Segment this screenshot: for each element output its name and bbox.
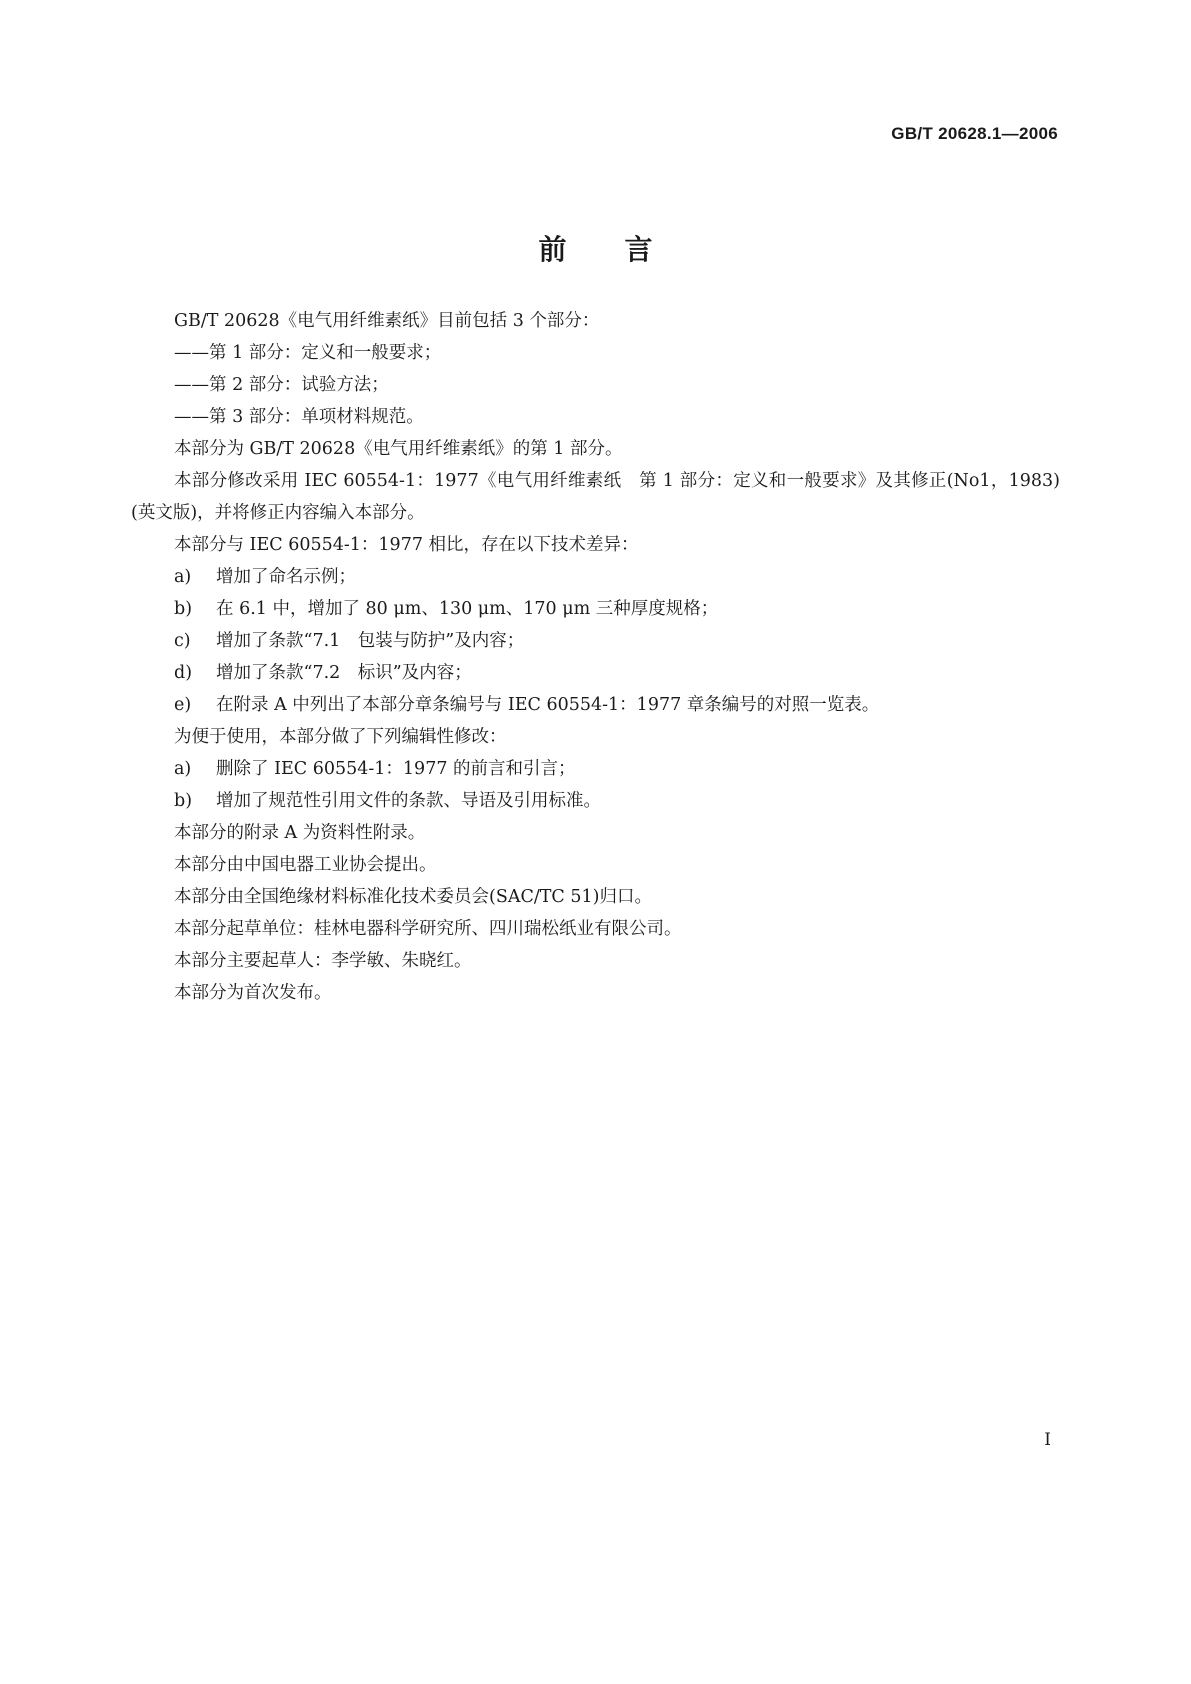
item-marker: b) (174, 791, 193, 811)
difference-item (131, 689, 1060, 721)
editorial-item (131, 753, 1060, 785)
paragraph: 本部分由中国电器工业协会提出。 (174, 855, 437, 875)
item-text: 在 6.1 中，增加了 80 μm、130 μm、170 μm 三种厚度规格； (216, 599, 719, 619)
paragraph: 本部分起草单位：桂林电器科学研究所、四川瑞松纸业有限公司。 (174, 919, 682, 939)
paragraph: 为便于使用，本部分做了下列编辑性修改： (174, 727, 507, 747)
item-marker: b) (174, 599, 193, 619)
item-text: 增加了条款“7.1 包装与防护”及内容； (216, 631, 525, 651)
document-body (131, 305, 1060, 1009)
paragraph: 本部分由全国绝缘材料标准化技术委员会(SAC/TC 51)归口。 (174, 887, 652, 907)
difference-item (131, 657, 1060, 689)
item-marker: d) (174, 663, 193, 683)
part-list-item: ——第 1 部分：定义和一般要求； (174, 343, 442, 363)
page-number: I (1044, 1430, 1051, 1450)
intro-paragraph: GB/T 20628《电气用纤维素纸》目前包括 3 个部分： (174, 311, 600, 331)
item-marker: c) (174, 631, 191, 651)
item-text: 在附录 A 中列出了本部分章条编号与 IEC 60554-1：1977 章条编号的对照一览表。 (216, 695, 880, 715)
difference-item (131, 593, 1060, 625)
page-title: 前言 (538, 233, 711, 266)
item-text: 增加了命名示例； (216, 567, 356, 587)
difference-item (131, 625, 1060, 657)
item-marker: a) (174, 567, 192, 587)
item-text: 增加了规范性引用文件的条款、导语及引用标准。 (216, 791, 601, 811)
paragraph: 本部分为首次发布。 (174, 983, 332, 1003)
part-list-item: ——第 2 部分：试验方法； (174, 375, 389, 395)
item-text: 增加了条款“7.2 标识”及内容； (216, 663, 472, 683)
standard-code: GB/T 20628.1—2006 (891, 124, 1058, 143)
item-marker: a) (174, 759, 192, 779)
paragraph: 本部分与 IEC 60554-1：1977 相比，存在以下技术差异： (174, 535, 639, 555)
paragraph: 本部分修改采用 IEC 60554-1：1977《电气用纤维素纸 第 1 部分：定义和一般要求》及其修正(No1，1983)(英文版)，并将修正内容编入本部分。 (131, 471, 1060, 523)
difference-item (131, 561, 1060, 593)
paragraph: 本部分为 GB/T 20628《电气用纤维素纸》的第 1 部分。 (174, 439, 623, 459)
part-list-item: ——第 3 部分：单项材料规范。 (174, 407, 424, 427)
editorial-item (131, 785, 1060, 817)
item-marker: e) (174, 695, 192, 715)
paragraph: 本部分主要起草人：李学敏、朱晓红。 (174, 951, 472, 971)
paragraph: 本部分的附录 A 为资料性附录。 (174, 823, 426, 843)
item-text: 删除了 IEC 60554-1：1977 的前言和引言； (216, 759, 576, 779)
